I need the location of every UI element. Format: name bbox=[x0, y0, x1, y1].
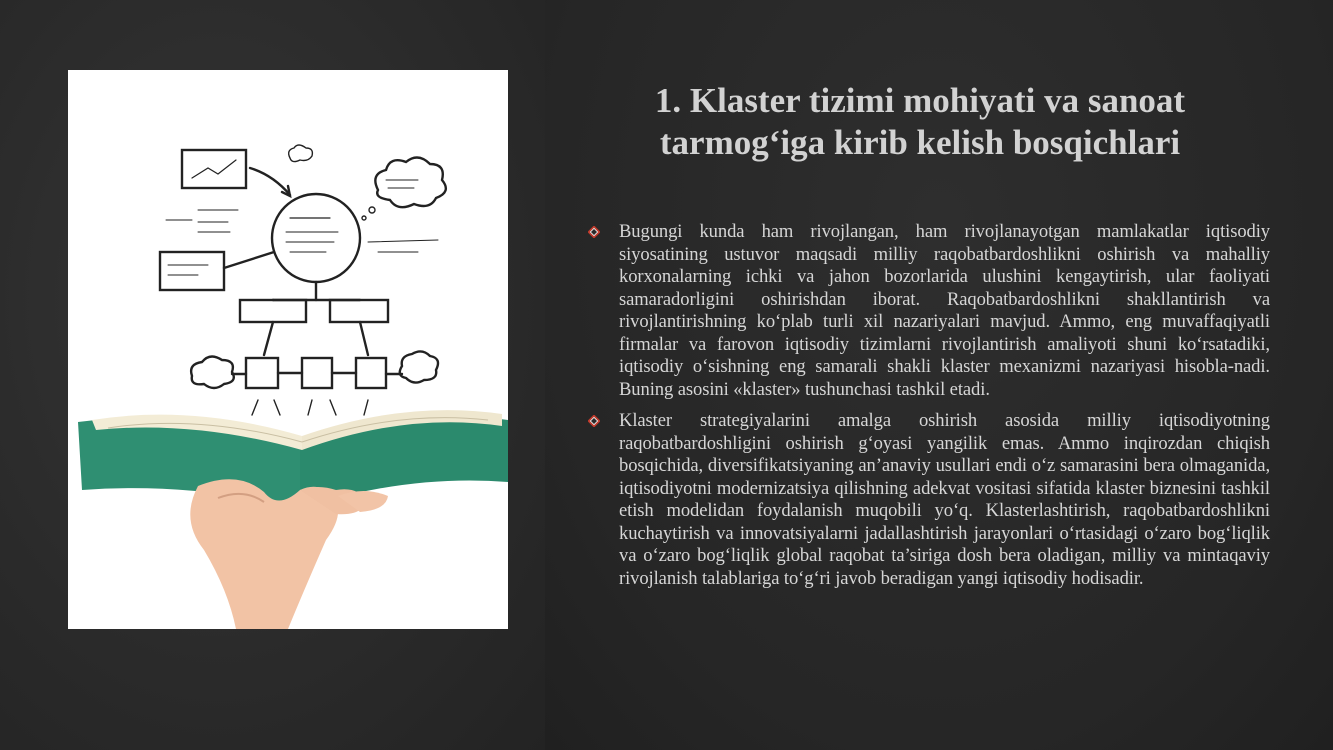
mindmap-drawing bbox=[68, 70, 508, 629]
bullet-list bbox=[588, 221, 1270, 599]
book-mindmap-illustration bbox=[68, 70, 508, 629]
bullet-item bbox=[588, 410, 1270, 590]
bullet-text: Bugungi kunda ham rivojlangan, ham rivojlanayotgan mamlakatlar iqtisodiy siyosatining ustuvor maqsadi milliy raqobatbardoshlikni oshirish va mahalliy korxonalarning ichki va jahon bozorlarida ulushini kengaytirish, ular faoliyati samaradorligini oshirishdan iborat. Raqobatbardoshlikni shakllantirish va rivojlantirishning ko‘plab turli xil nazariyalari mavjud. Ammo, eng muvaffaqiyatli firmalar va farovon iqtisodiy tizimlarni rivojlantirish amaliyoti shuni ko‘rsatadiki, iqtisodiy o‘sishning eng samarali shakli klaster mexanizmi nazariyasi hisobla-nadi. Buning asosini «klaster» tushunchasi tashkil etadi. bbox=[619, 221, 1270, 400]
slide-title: 1. Klaster tizimi mohiyati va sanoat tarmog‘iga kirib kelish bosqichlari bbox=[654, 81, 1186, 162]
diamond-bullet-icon bbox=[588, 221, 602, 243]
diamond-bullet-icon bbox=[588, 410, 602, 432]
bullet-item bbox=[588, 221, 1270, 401]
bullet-text: Klaster strategiyalarini amalga oshirish asosida milliy iqtisodiyotning raqobatbardoshligini oshirish g‘oyasi yangilik emas. Ammo inqirozdan chiqish bosqichida, diversifikatsiyaning an’anaviy usullari endi o‘z samarasini bera olmaganida, iqtisodiyotni modernizatsiya qilishning adekvat vositasi sifatida klaster biznesini tashkil etish modelidan foydalanish muqobili yo‘q. Klasterlashtirish, raqobatbardoshlikni kuchaytirish va innovatsiyalarni jadallashtirish jarayonlari o‘rtasidagi o‘zaro bog‘liqlik va o‘zaro bog‘liqlik global raqobat ta’siriga dosh bera oladigan, milliy va mintaqaviy rivojlanish talablariga to‘g‘ri javob beradigan yangi iqtisodiy hodisadir. bbox=[619, 410, 1270, 589]
